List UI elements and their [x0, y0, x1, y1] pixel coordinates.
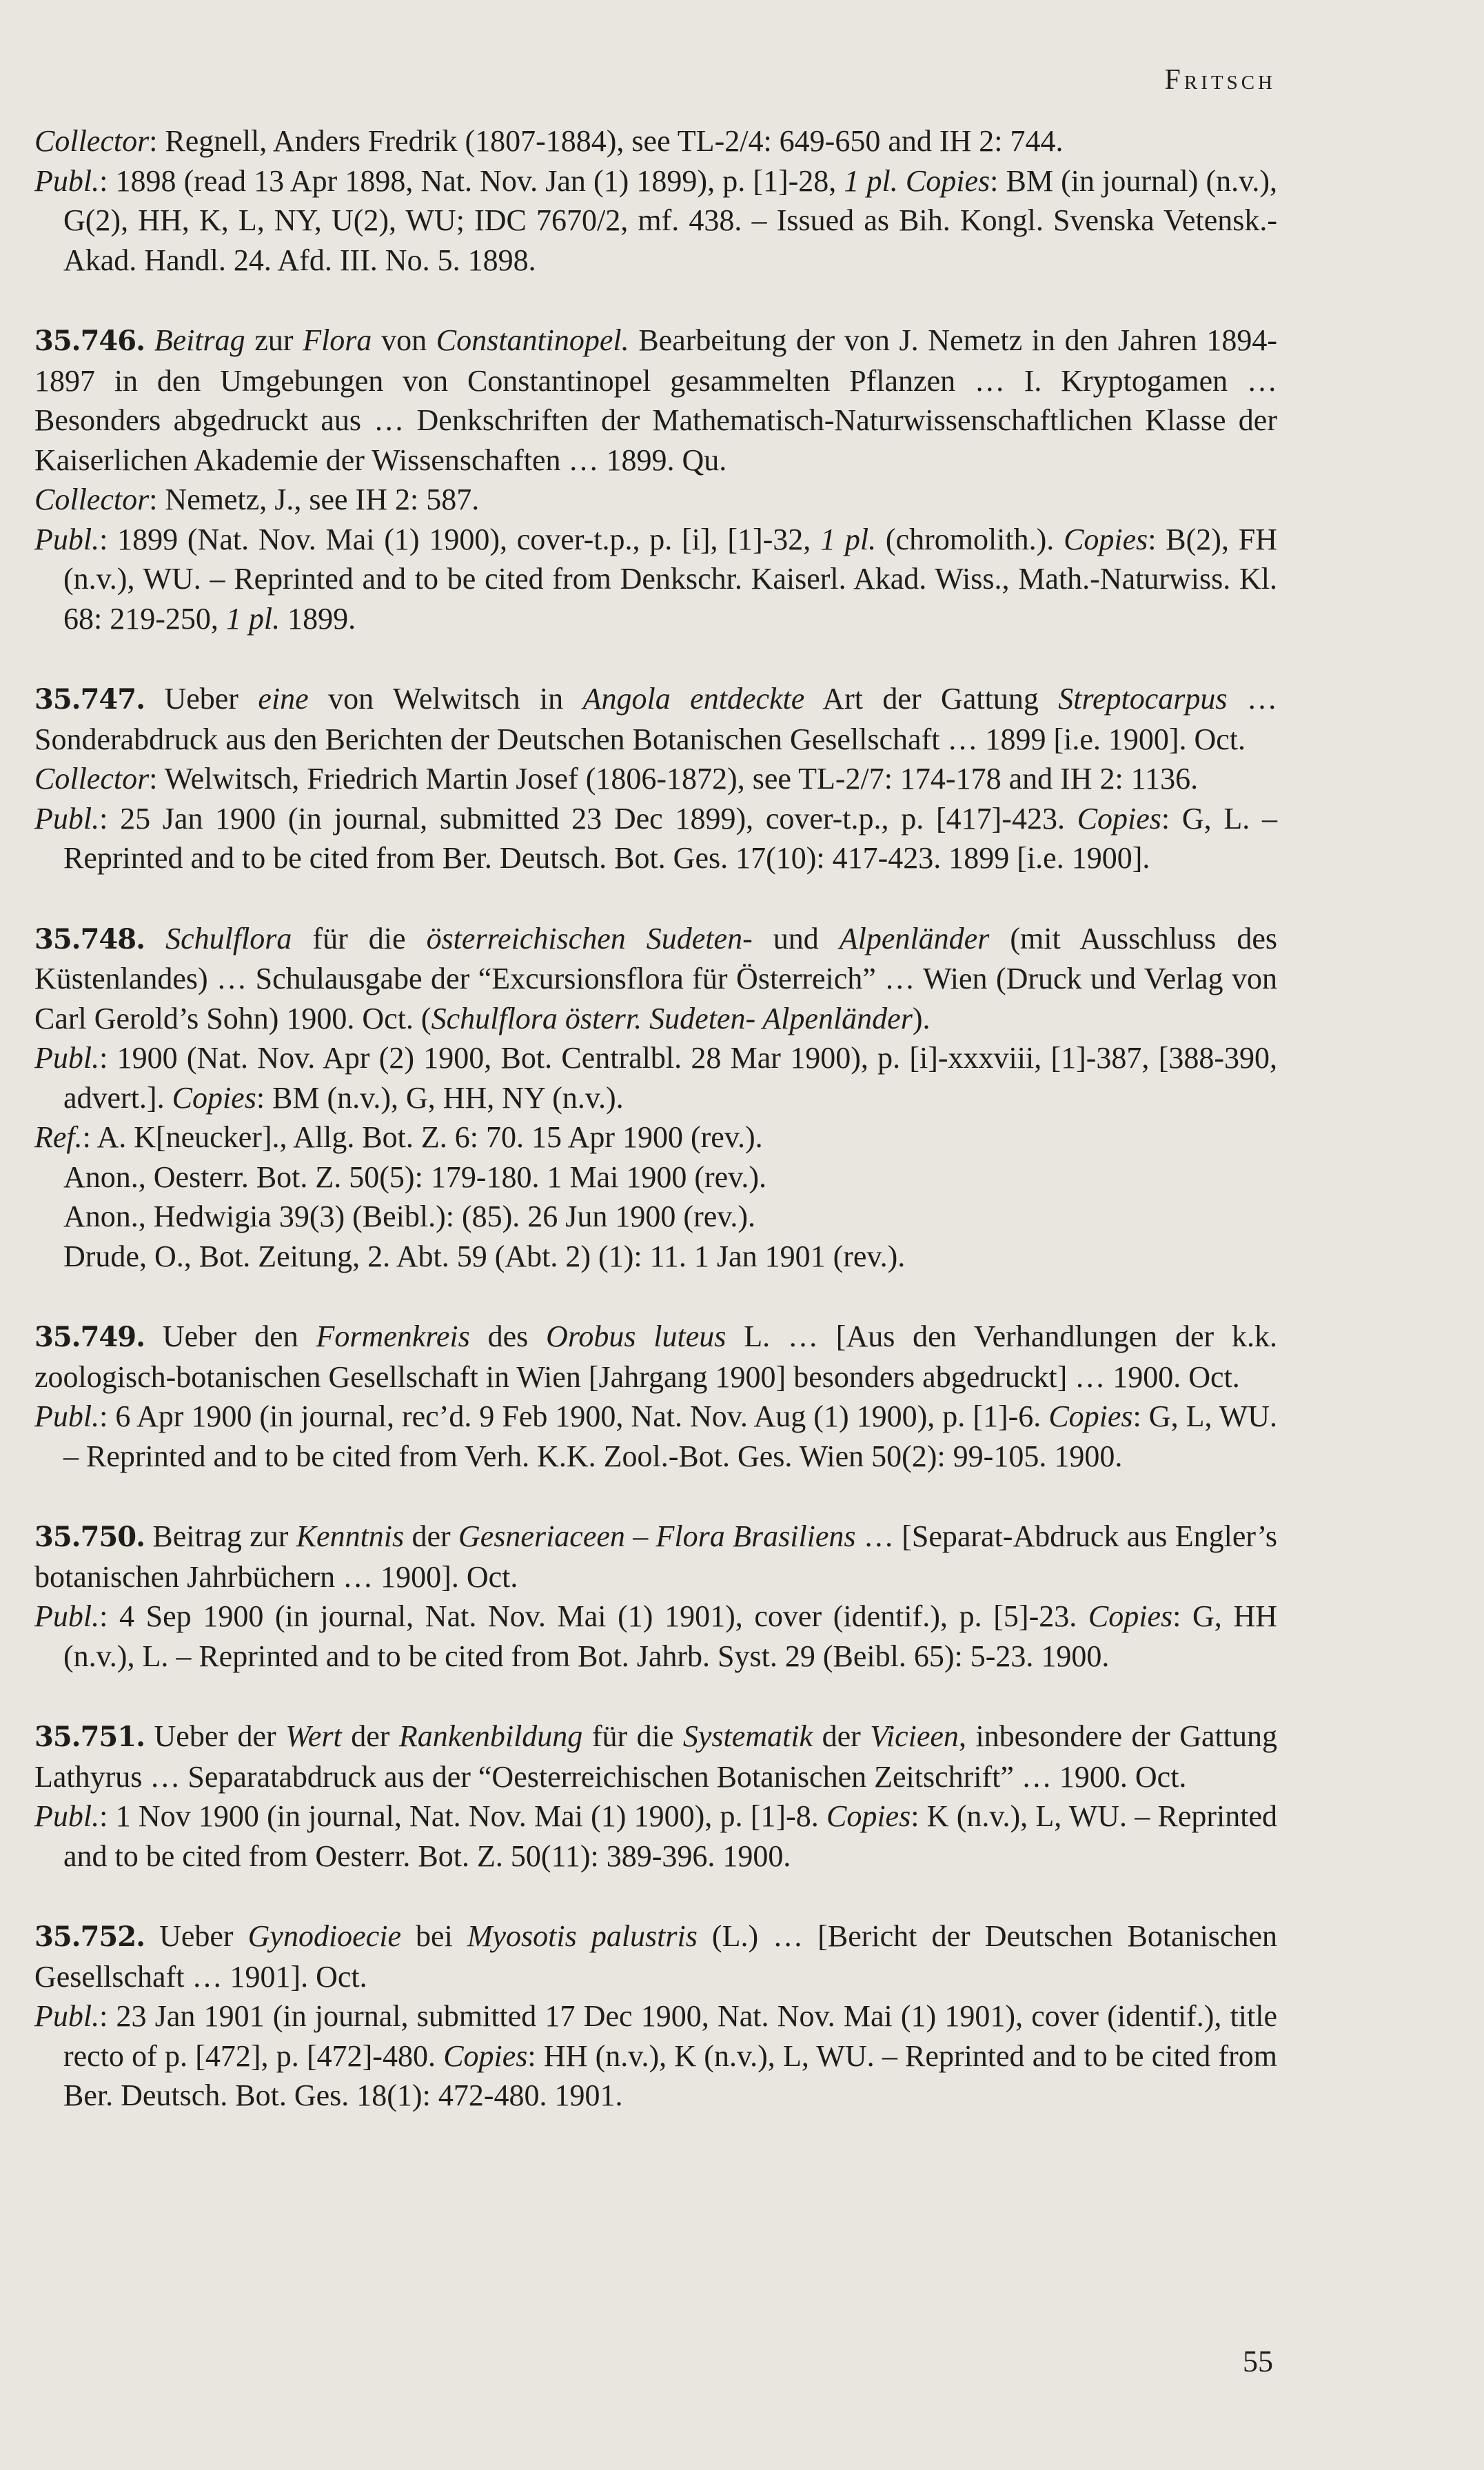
entry-35-751	[34, 1717, 1277, 1876]
reference-line: Anon., Hedwigia 39(3) (Beibl.): (85). 26 Jun 1900 (rev.).	[63, 1199, 756, 1233]
publication-line: Publ.: 1899 (Nat. Nov. Mai (1) 1900), cover-t.p., p. [i], [1]-32, 1 pl. (chromolith.). Copies: B(2), FH (n.v.), WU. – Reprinted and to be cited from Denkschr. Kaiserl. Akad. Wiss., Math.-Naturwiss. Kl. 68: 219-250, 1 pl. 1899.	[34, 522, 1277, 636]
collector-line: Collector: Nemetz, J., see IH 2: 587.	[34, 483, 480, 516]
publication-line: Publ.: 1898 (read 13 Apr 1898, Nat. Nov. Jan (1) 1899), p. [1]-28, 1 pl. Copies: BM (in journal) (n.v.), G(2), HH, K, L, NY, U(2), WU; IDC 7670/2, mf. 438. – Issued as Bih. Kongl. Svenska Vetensk.-Akad. Handl. 24. Afd. III. No. 5. 1898.	[34, 163, 1277, 277]
reference-line: Ref.: A. K[neucker]., Allg. Bot. Z. 6: 70. 15 Apr 1900 (rev.).	[34, 1120, 763, 1154]
entry-title: 35.746. Beitrag zur Flora von Constantinopel. Bearbeitung der von J. Nemetz in den Jahren 1894-1897 in den Umgebungen von Constantinopel gesammelten Pflanzen … I. Kryptogamen … Besonders abgedruckt aus … Denkschriften der Mathematisch-Naturwissenschaftlichen Klasse der Kaiserlichen Akademie der Wissenschaften … 1899. Qu.	[34, 323, 1278, 477]
publication-line: Publ.: 25 Jan 1900 (in journal, submitted 23 Dec 1899), cover-t.p., p. [417]-423. Copies: G, L. – Reprinted and to be cited from Ber. Deutsch. Bot. Ges. 17(10): 417-423. 1899 [i.e. 1900].	[34, 801, 1277, 875]
entry-number: 35.752.	[34, 1921, 145, 1953]
running-head: Fritsch	[1164, 64, 1276, 96]
entry-35-750	[34, 1517, 1277, 1676]
entry-number: 35.751.	[34, 1721, 145, 1753]
entry-35-752	[34, 1916, 1277, 2116]
entry-35-745-continuation	[34, 121, 1277, 280]
collector-line: Collector: Regnell, Anders Fredrik (1807-1884), see TL-2/4: 649-650 and IH 2: 744.	[34, 124, 1064, 158]
publication-line: Publ.: 1 Nov 1900 (in journal, Nat. Nov. Mai (1) 1900), p. [1]-8. Copies: K (n.v.), L, WU. – Reprinted and to be cited from Oesterr. Bot. Z. 50(11): 389-396. 1900.	[34, 1799, 1278, 1873]
entry-number: 35.746.	[34, 325, 145, 357]
entry-title: 35.752. Ueber Gynodioecie bei Myosotis palustris (L.) … [Bericht der Deutschen Botanischen Gesellschaft … 1901]. Oct.	[34, 1919, 1277, 1994]
entry-title: 35.747. Ueber eine von Welwitsch in Angola entdeckte Art der Gattung Streptocarpus … Sonderabdruck aus den Berichten der Deutschen Botanischen Gesellschaft … 1899 [i.e. 1900]. Oct.	[34, 682, 1277, 756]
entry-35-749	[34, 1317, 1277, 1476]
publication-line: Publ.: 23 Jan 1901 (in journal, submitted 17 Dec 1900, Nat. Nov. Mai (1) 1901), cover (identif.), title recto of p. [472], p. [472]-480. Copies: HH (n.v.), K (n.v.), L, WU. – Reprinted and to be cited from Ber. Deutsch. Bot. Ges. 18(1): 472-480. 1901.	[34, 1999, 1277, 2112]
entry-title: 35.749. Ueber den Formenkreis des Orobus luteus L. … [Aus den Verhandlungen der k.k. zoologisch-botanischen Gesellschaft in Wien [Jahrgang 1900] besonders abgedruckt] … 1900. Oct.	[34, 1319, 1277, 1394]
publication-line: Publ.: 6 Apr 1900 (in journal, rec’d. 9 Feb 1900, Nat. Nov. Aug (1) 1900), p. [1]-6. Copies: G, L, WU. – Reprinted and to be cited from Verh. K.K. Zool.-Bot. Ges. Wien 50(2): 99-105. 1900.	[34, 1399, 1278, 1473]
entry-35-748	[34, 919, 1277, 1277]
entry-number: 35.748.	[34, 922, 145, 955]
entry-number: 35.750.	[34, 1521, 145, 1553]
entry-number: 35.749.	[34, 1321, 145, 1353]
collector-line: Collector: Welwitsch, Friedrich Martin Josef (1806-1872), see TL-2/7: 174-178 and IH 2: 1136.	[34, 762, 1199, 796]
entry-35-747	[34, 679, 1277, 878]
reference-line: Drude, O., Bot. Zeitung, 2. Abt. 59 (Abt. 2) (1): 11. 1 Jan 1901 (rev.).	[63, 1239, 906, 1273]
page-number: 55	[1243, 2345, 1273, 2378]
entry-title: 35.748. Schulflora für die österreichischen Sudeten- und Alpenländer (mit Ausschluss des Küstenlandes) … Schulausgabe der “Excursionsflora für Österreich” … Wien (Druck und Verlag von Carl Gerold’s Sohn) 1900. Oct. (Schulflora österr. Sudeten- Alpenländer).	[34, 921, 1277, 1035]
entry-number: 35.747.	[34, 683, 145, 716]
entry-title: 35.751. Ueber der Wert der Rankenbildung für die Systematik der Vicieen, inbesondere der Gattung Lathyrus … Separatabdruck aus der “Oesterreichischen Botanischen Zeitschrift” … 1900. Oct.	[34, 1719, 1277, 1794]
entry-35-746	[34, 321, 1277, 638]
reference-line: Anon., Oesterr. Bot. Z. 50(5): 179-180. 1 Mai 1900 (rev.).	[63, 1160, 766, 1194]
publication-line: Publ.: 4 Sep 1900 (in journal, Nat. Nov. Mai (1) 1901), cover (identif.), p. [5]-23. Copies: G, HH (n.v.), L. – Reprinted and to be cited from Bot. Jahrb. Syst. 29 (Beibl. 65): 5-23. 1900.	[34, 1599, 1277, 1673]
entry-title: 35.750. Beitrag zur Kenntnis der Gesneriaceen – Flora Brasiliens … [Separat-Abdruck aus Engler’s botanischen Jahrbüchern … 1900]. Oct.	[34, 1519, 1277, 1594]
publication-line: Publ.: 1900 (Nat. Nov. Apr (2) 1900, Bot. Centralbl. 28 Mar 1900), p. [i]-xxxviii, [1]-387, [388-390, advert.]. Copies: BM (n.v.), G, HH, NY (n.v.).	[34, 1041, 1277, 1115]
